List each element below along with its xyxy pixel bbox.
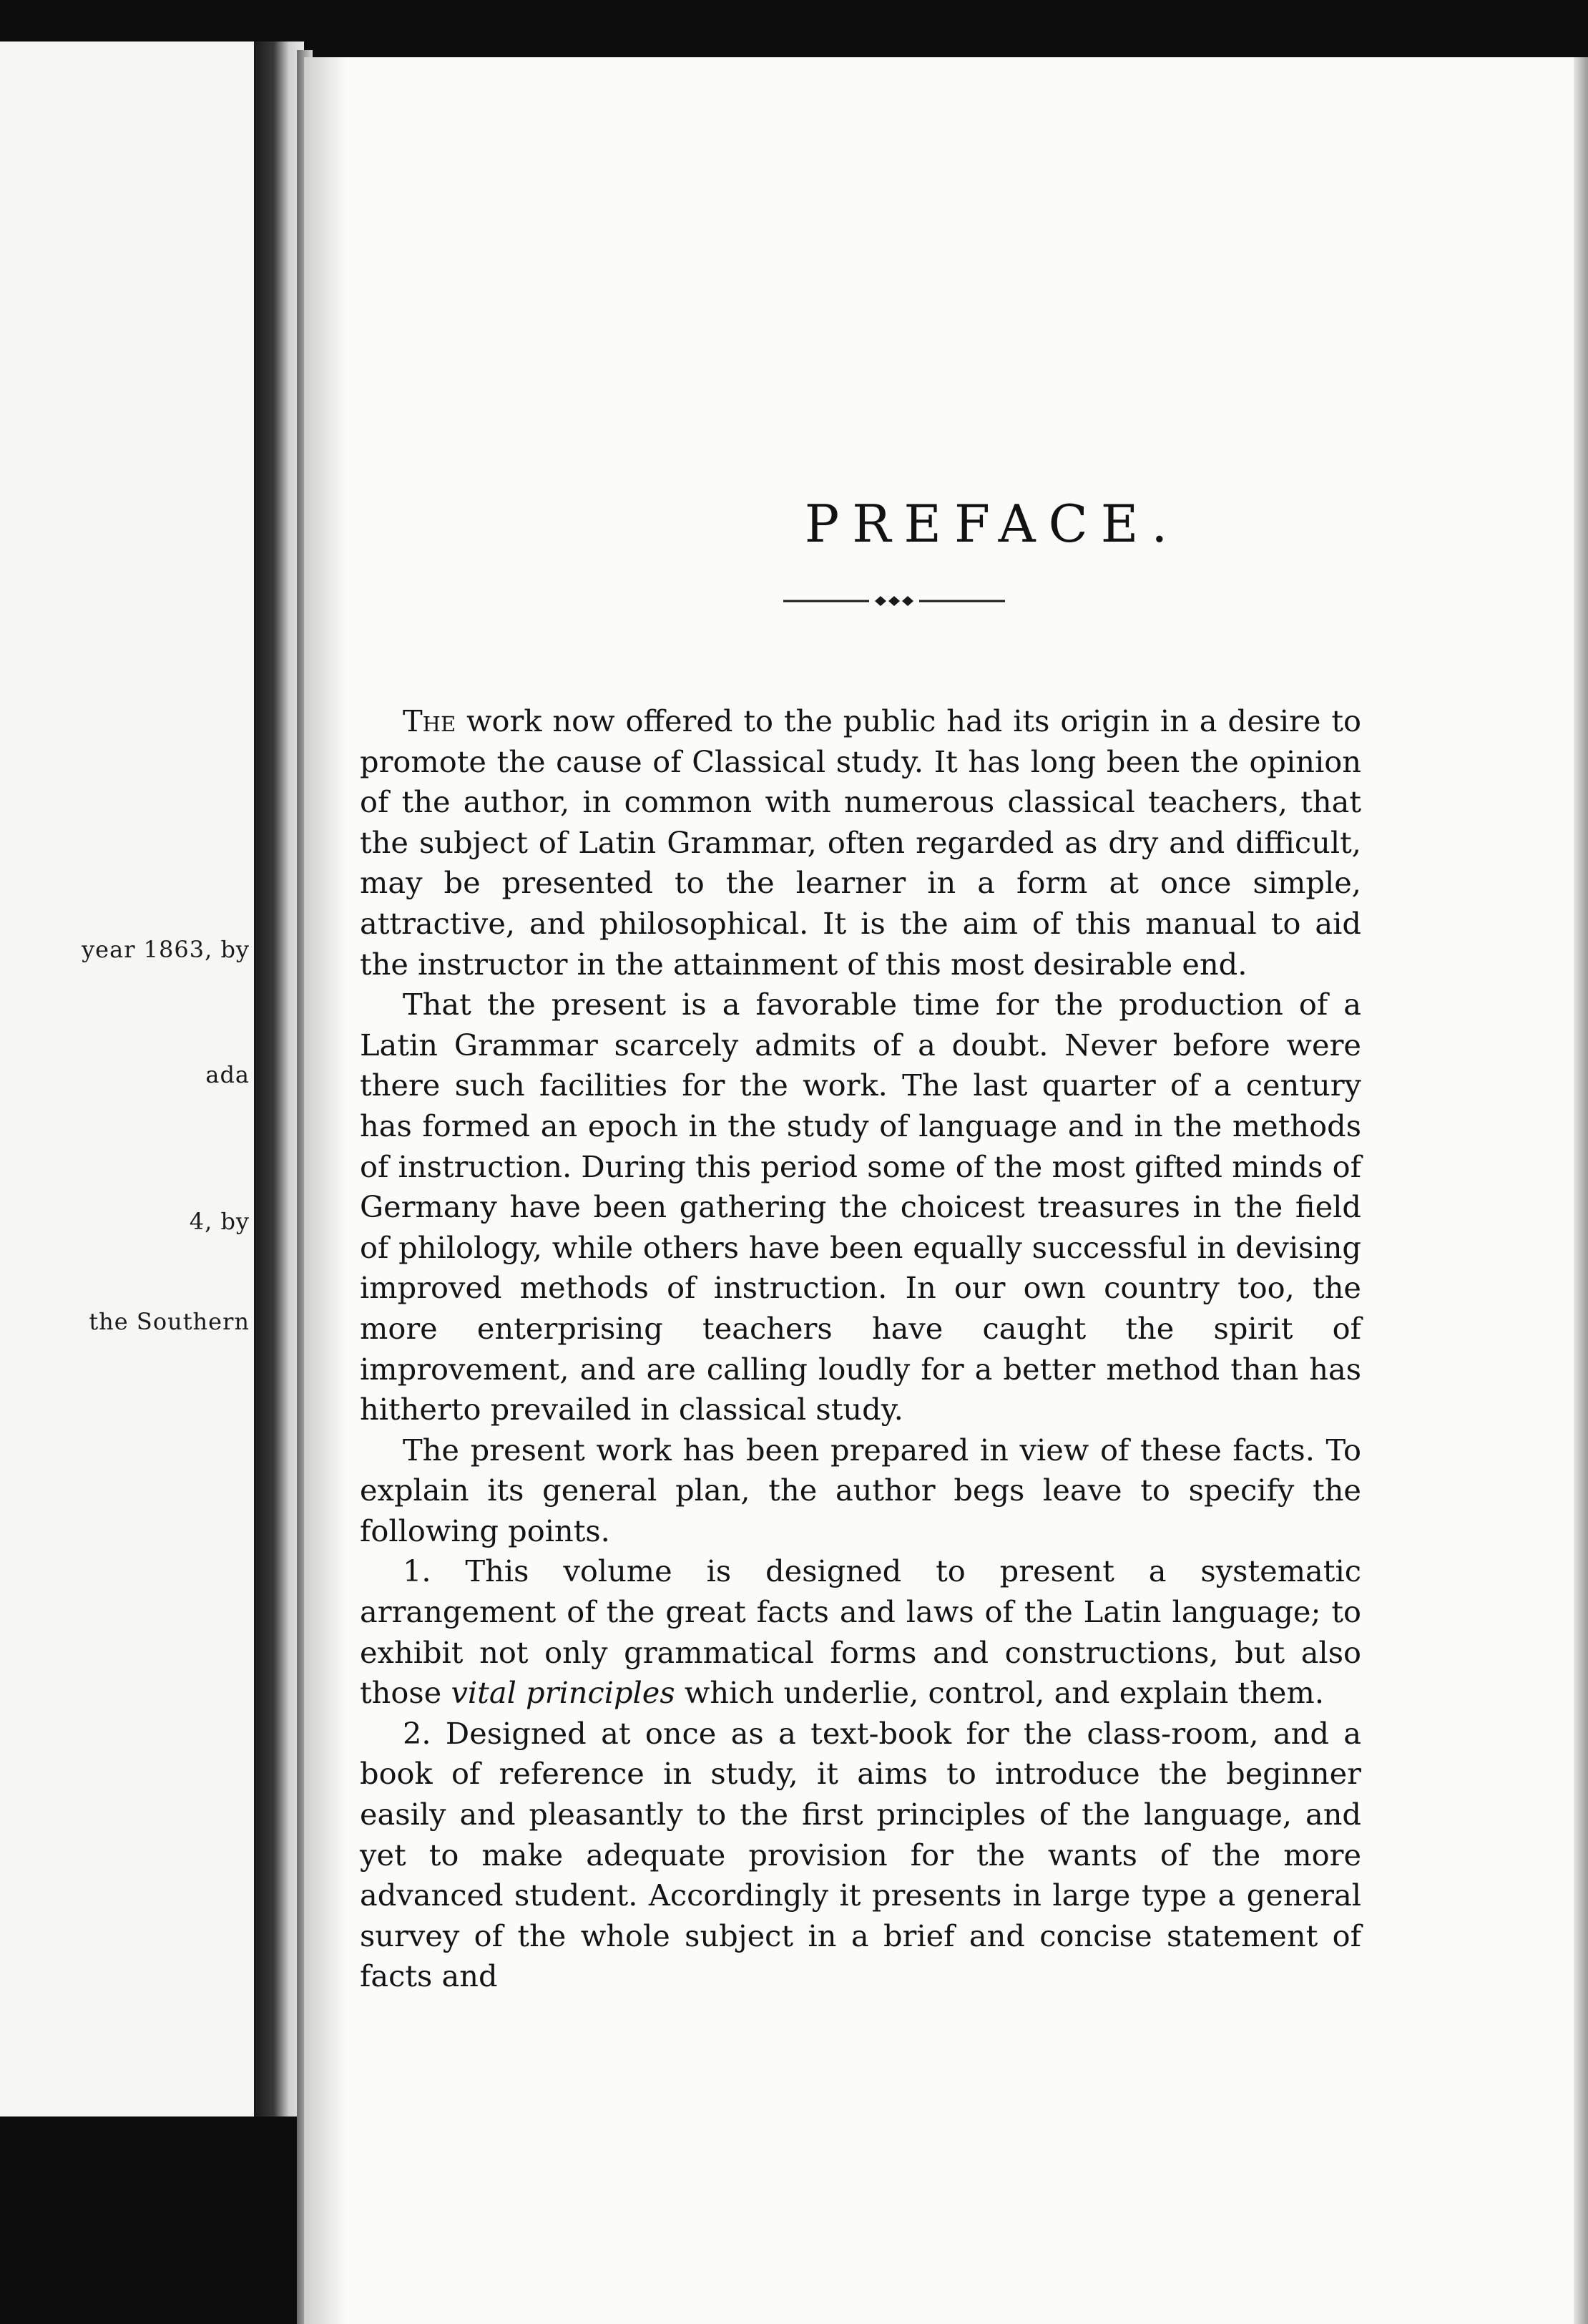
paragraph-1-text: work now offered to the public had its origin in a desire to promote the cause of Classical study. It has long been the opinion of the author, in common with numerous classical teachers, that the subject of Latin Grammar, often regarded as dry and difficult, may be presented to the learner in a form at once simple, attractive, and philosophical. It is the aim of this manual to aid the instructor in the attainment of this most desirable end. [360, 703, 1361, 982]
point-1-text-a: 1. This volume is designed to present a systematic arrangement of the great facts and laws of the Latin language; to exhibit not only grammatical forms and constructions, but also those [360, 1553, 1361, 1711]
ornament-diamond-1 [875, 596, 886, 606]
paragraph-1-lead: The [403, 703, 456, 738]
ornament-diamond-2 [888, 596, 900, 606]
preface-page [304, 57, 1574, 2324]
page-edge-right [1574, 57, 1588, 2324]
verso-line-2: ada [205, 1061, 250, 1088]
title-rule-ornament [783, 590, 1005, 612]
verso-line-1: year 1863, by [82, 936, 250, 963]
paragraph-2: That the present is a favorable time for the production of a Latin Grammar scarcely admits of a doubt. Never before were there such facilities for the work. The last quarter of a century has formed an epoch in the study of language and in the methods of instruction. During this period some of the most gifted minds of Germany have been gathering the choicest treasures in the field of philology, while others have been equally successful in devising improved methods of instruction. In our own country too, the more enterprising teachers have caught the spirit of improvement, and are calling loudly for a better method than has hitherto prevailed in classical study. [360, 987, 1361, 1427]
preface-body [360, 701, 1361, 1997]
point-2: 2. Designed at once as a text-book for the class-room, and a book of reference in study, it aims to introduce the beginner easily and pleasantly to the first principles of the language, and yet to make adequate provision for the wants of the more advanced student. Accordingly it presents in large type a general survey of the whole subject in a brief and concise statement of facts and [360, 1715, 1361, 1994]
point-1 [360, 1551, 1361, 1713]
paragraph-1 [360, 701, 1361, 985]
verso-line-3: 4, by [189, 1208, 250, 1235]
point-1-italic: vital principles [451, 1675, 675, 1711]
ornament-diamond-3 [902, 596, 913, 606]
verso-line-4: the Southern [89, 1308, 250, 1335]
paragraph-3: The present work has been prepared in view of these facts. To explain its general plan, the author begs leave to specify the following points. [360, 1432, 1361, 1548]
page-title: PREFACE. [804, 494, 1181, 554]
point-1-text-b: which underlie, control, and explain them. [675, 1675, 1325, 1711]
binding-shadow [304, 57, 347, 2324]
facing-page-left [0, 42, 257, 2116]
